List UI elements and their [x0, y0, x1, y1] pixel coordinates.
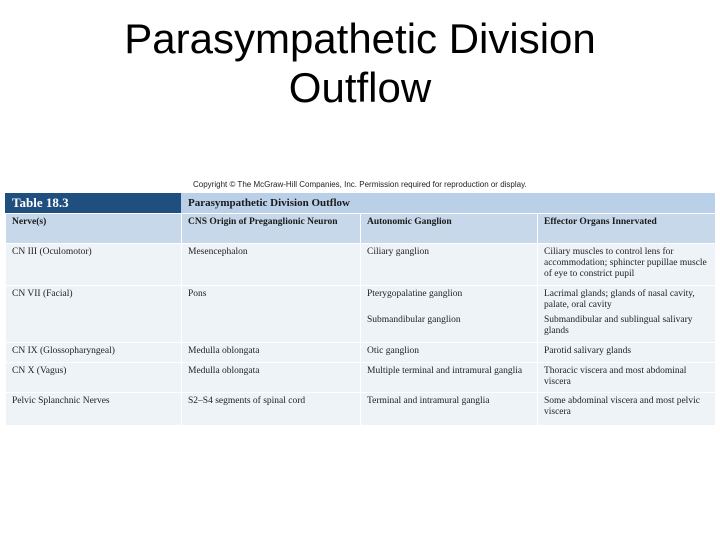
cell-nerve: Pelvic Splanchnic Nerves	[6, 393, 182, 426]
table-row	[6, 286, 716, 343]
cell-origin: S2–S4 segments of spinal cord	[182, 393, 361, 426]
table-row	[6, 393, 716, 426]
cell-effector	[538, 286, 716, 343]
cell-ganglion: Otic ganglion	[361, 343, 538, 363]
cell-nerve: CN IX (Glossopharyngeal)	[6, 343, 182, 363]
table-figure	[5, 193, 715, 426]
title-line-1: Parasympathetic Division	[124, 15, 596, 62]
cell-ganglion: Ciliary ganglion	[361, 244, 538, 286]
table-title: Parasympathetic Division Outflow	[181, 193, 715, 213]
table-label: Table 18.3	[5, 193, 181, 213]
effector-secondary: Submandibular and sublingual salivary glands	[544, 315, 693, 336]
column-header-origin: CNS Origin of Preganglionic Neuron	[182, 214, 361, 244]
effector-primary: Lacrimal glands; glands of nasal cavity, palate, oral cavity	[544, 289, 695, 310]
cell-nerve: CN III (Oculomotor)	[6, 244, 182, 286]
table-caption	[5, 193, 715, 213]
cell-effector: Parotid salivary glands	[538, 343, 716, 363]
column-header-ganglion: Autonomic Ganglion	[361, 214, 538, 244]
table-row	[6, 244, 716, 286]
cell-effector: Some abdominal viscera and most pelvic viscera	[538, 393, 716, 426]
slide-title	[0, 14, 720, 112]
cell-nerve: CN X (Vagus)	[6, 363, 182, 393]
column-header-effector: Effector Organs Innervated	[538, 214, 716, 244]
column-header-nerve: Nerve(s)	[6, 214, 182, 244]
table-row	[6, 343, 716, 363]
cell-ganglion	[361, 286, 538, 343]
title-line-2: Outflow	[288, 64, 432, 111]
cell-effector: Thoracic viscera and most abdominal viscera	[538, 363, 716, 393]
cell-origin: Pons	[182, 286, 361, 343]
cell-nerve: CN VII (Facial)	[6, 286, 182, 343]
cell-origin: Medulla oblongata	[182, 363, 361, 393]
ganglion-primary: Pterygopalatine ganglion	[367, 289, 463, 299]
outflow-table	[5, 213, 716, 426]
cell-origin: Mesencephalon	[182, 244, 361, 286]
table-row	[6, 363, 716, 393]
cell-origin: Medulla oblongata	[182, 343, 361, 363]
ganglion-secondary: Submandibular ganglion	[367, 315, 461, 325]
table-header-row	[6, 214, 716, 244]
cell-ganglion: Terminal and intramural ganglia	[361, 393, 538, 426]
cell-ganglion: Multiple terminal and intramural ganglia	[361, 363, 538, 393]
copyright-notice: Copyright © The McGraw-Hill Companies, Inc. Permission required for reproduction or display.	[193, 180, 527, 189]
cell-effector: Ciliary muscles to control lens for accommodation; sphincter pupillae muscle of eye to constrict pupil	[538, 244, 716, 286]
